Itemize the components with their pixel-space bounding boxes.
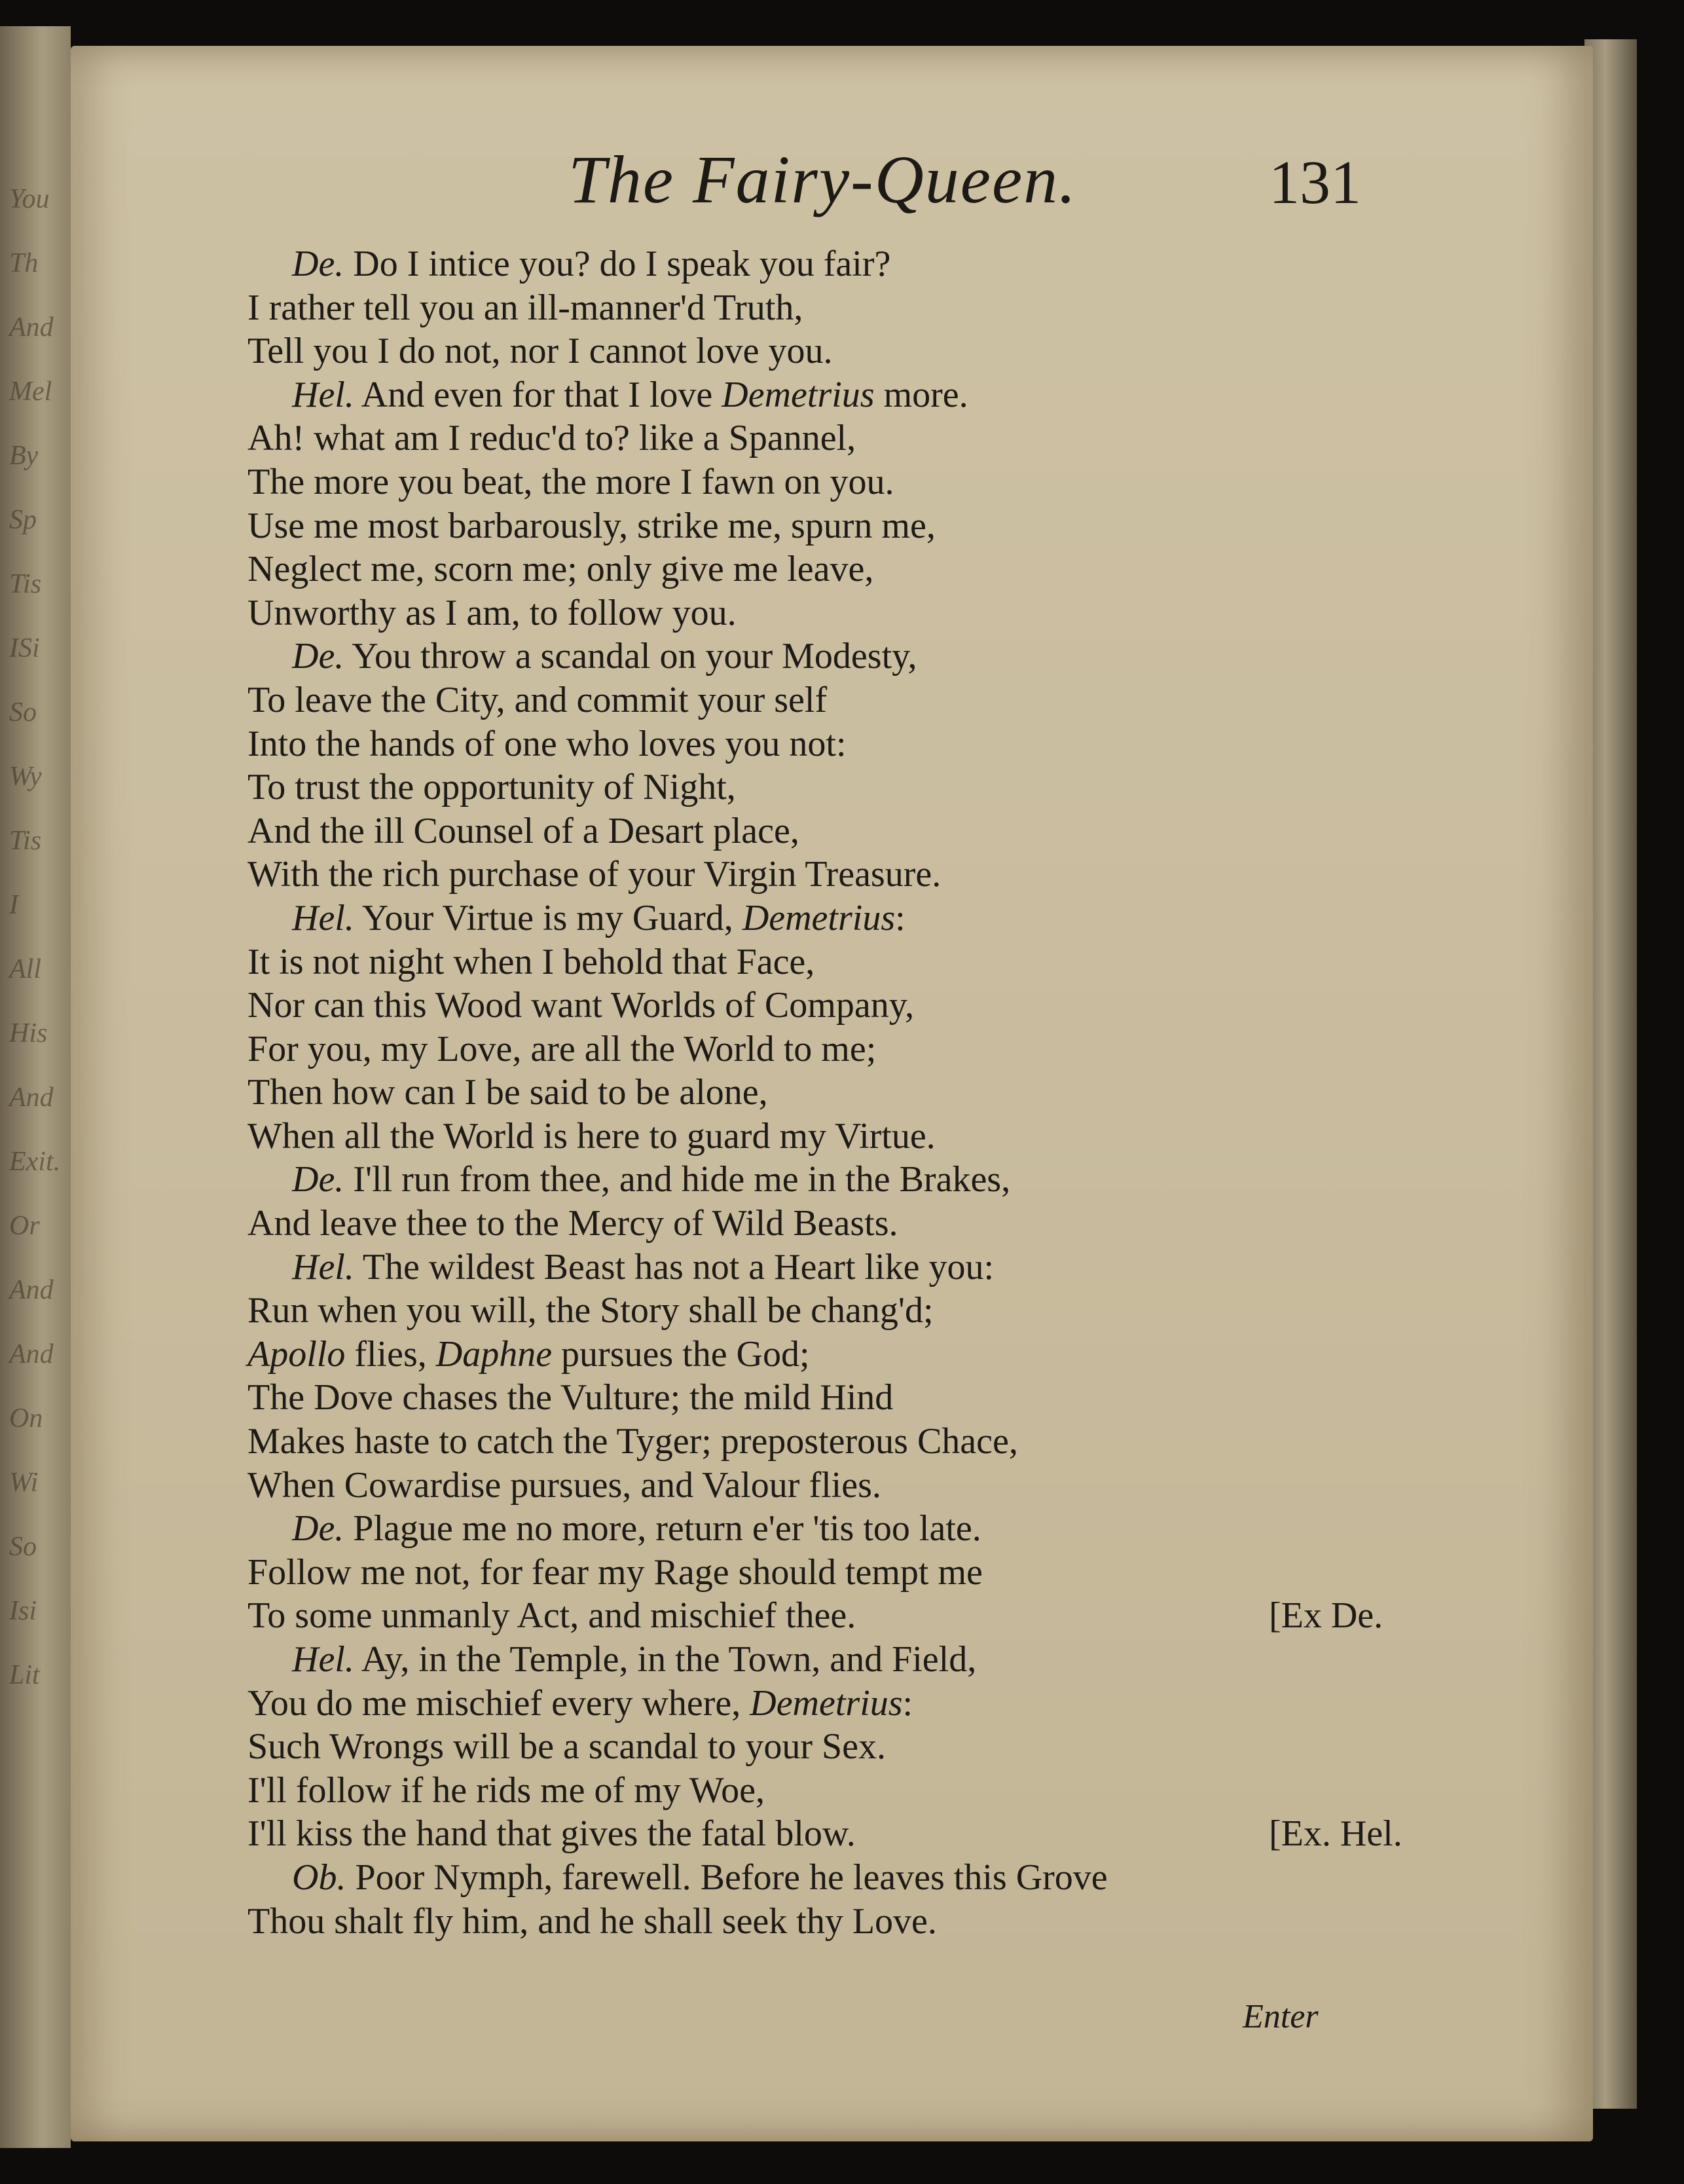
- speech-line: [247, 242, 1465, 286]
- facing-page-fragment: And: [9, 1339, 54, 1369]
- line-text: Plague me no more, return e'er 'tis too late.: [344, 1508, 981, 1549]
- facing-page-fragment: Wy: [9, 762, 42, 792]
- facing-page-fragment: So: [9, 697, 37, 728]
- line-text: Follow me not, for fear my Rage should tempt me: [247, 1551, 983, 1593]
- line-text: Unworthy as I am, to follow you.: [247, 592, 737, 633]
- line-text: Do I intice you? do I speak you fair?: [344, 244, 891, 284]
- verse-line: [247, 286, 1465, 330]
- verse-line: [247, 1027, 1465, 1071]
- speech-line: [247, 373, 1465, 417]
- stage-direction: [Ex De.: [1269, 1595, 1383, 1637]
- speaker-name: Hel.: [292, 1246, 354, 1287]
- verse-line: [247, 1682, 1465, 1726]
- line-text: Poor Nymph, farewell. Before he leaves this Grove: [346, 1857, 1108, 1898]
- verse-line: [247, 1071, 1465, 1115]
- verse-line: [247, 1115, 1465, 1158]
- verse-line: [247, 940, 1465, 984]
- line-text: The wildest Beast has not a Heart like you:: [354, 1246, 995, 1287]
- facing-page-fragment: Isi: [9, 1596, 37, 1626]
- verse-line: [247, 1289, 1465, 1333]
- facing-page-fragment: On: [9, 1403, 43, 1434]
- speaker-name: Hel.: [292, 374, 354, 415]
- line-text: To leave the City, and commit your self: [247, 679, 828, 720]
- running-header: [71, 141, 1593, 219]
- verse-line: [247, 1725, 1465, 1769]
- line-text-end: more.: [874, 374, 968, 415]
- line-text: To trust the opportunity of Night,: [247, 767, 736, 808]
- line-text: When Cowardise pursues, and Valour flies.: [247, 1464, 881, 1506]
- verse-line: [247, 1594, 1465, 1638]
- verse-line: [247, 1769, 1465, 1813]
- speech-line: [247, 1158, 1465, 1202]
- speaker-name: De.: [292, 1159, 344, 1200]
- speaker-name: De.: [292, 244, 344, 284]
- line-text: Run when you will, the Story shall be chang'd;: [247, 1290, 934, 1331]
- line-text: Tell you I do not, nor I cannot love you.: [247, 331, 833, 372]
- facing-page-fragment: So: [9, 1532, 37, 1562]
- verse-line: [247, 678, 1465, 722]
- facing-page-fragment: Th: [9, 248, 39, 278]
- proper-name: Daphne: [435, 1333, 553, 1375]
- speech-line: [247, 635, 1465, 678]
- line-text: I rather tell you an ill-manner'd Truth,: [247, 287, 803, 328]
- facing-page-fragment: And: [9, 1275, 54, 1305]
- verse-line: [247, 460, 1465, 504]
- proper-name: Demetrius: [742, 897, 896, 938]
- verse-line: [247, 547, 1465, 591]
- verse-line: [247, 853, 1465, 897]
- facing-page-fragment: By: [9, 441, 39, 471]
- verse-line: [247, 1420, 1465, 1464]
- line-text: Use me most barbarously, strike me, spurn me,: [247, 505, 936, 546]
- facing-page-fragment: His: [9, 1018, 48, 1048]
- verse-line: [247, 1812, 1465, 1856]
- speaker-name: Hel.: [292, 1639, 354, 1680]
- verse-line: [247, 1333, 1465, 1377]
- line-text: For you, my Love, are all the World to me;: [247, 1028, 877, 1069]
- catchword: Enter: [1243, 1998, 1319, 2035]
- speech-line: [247, 1856, 1465, 1900]
- line-text: Such Wrongs will be a scandal to your Sex.: [247, 1726, 886, 1768]
- line-text: Ah! what am I reduc'd to? like a Spannel,: [247, 418, 856, 459]
- verse-line: [247, 504, 1465, 548]
- line-text: Neglect me, scorn me; only give me leave,: [247, 549, 874, 590]
- line-text: When all the World is here to guard my Virtue.: [247, 1115, 936, 1157]
- line-text: I'll run from thee, and hide me in the Brakes,: [344, 1159, 1011, 1200]
- facing-page-fragment: ISi: [9, 633, 40, 663]
- speaker-name: De.: [292, 636, 344, 677]
- facing-page-fragment: Lit: [9, 1660, 40, 1690]
- facing-page-fragment: And: [9, 1083, 54, 1113]
- line-text: The more you beat, the more I fawn on you.: [247, 461, 894, 502]
- line-text-end: pursues the God;: [552, 1333, 810, 1375]
- line-text: You do me mischief every where,: [247, 1682, 750, 1724]
- line-text: Ay, in the Temple, in the Town, and Field,: [354, 1639, 977, 1680]
- facing-page-fragment: Mel: [9, 377, 52, 407]
- line-text: Your Virtue is my Guard,: [354, 897, 742, 938]
- verse-line: [247, 329, 1465, 373]
- proper-name: Demetrius: [750, 1682, 903, 1724]
- speech-line: [247, 897, 1465, 940]
- line-text: To some unmanly Act, and mischief thee.: [247, 1595, 856, 1637]
- speaker-name: Ob.: [292, 1857, 346, 1898]
- proper-name: Apollo: [247, 1333, 346, 1375]
- line-text: And leave thee to the Mercy of Wild Beasts.: [247, 1203, 898, 1244]
- running-title: The Fairy-Queen.: [568, 142, 1078, 217]
- facing-page-fragment: Tis: [9, 569, 42, 599]
- line-text-end: :: [895, 897, 906, 938]
- line-text: Into the hands of one who loves you not:: [247, 723, 847, 764]
- facing-page-fragment: Wi: [9, 1468, 39, 1498]
- line-text: And even for that I love: [354, 374, 722, 415]
- speech-line: [247, 1246, 1465, 1289]
- verse-line: [247, 766, 1465, 809]
- verse-line: [247, 416, 1465, 460]
- facing-page-fragment: Sp: [9, 505, 37, 535]
- speaker-name: Hel.: [292, 897, 354, 938]
- line-text: Makes haste to catch the Tyger; preposterous Chace,: [247, 1421, 1018, 1462]
- verse-line: [247, 984, 1465, 1027]
- line-text: And the ill Counsel of a Desart place,: [247, 810, 799, 851]
- line-text: I'll kiss the hand that gives the fatal blow.: [247, 1813, 856, 1855]
- facing-page-fragment: Exit.: [9, 1147, 61, 1177]
- line-text: With the rich purchase of your Virgin Treasure.: [247, 854, 942, 895]
- facing-page-fragment: Or: [9, 1211, 40, 1241]
- speech-line: [247, 1638, 1465, 1682]
- speech-line: [247, 1507, 1465, 1551]
- verse-line: [247, 1376, 1465, 1420]
- facing-page-fragment: All: [9, 954, 41, 984]
- facing-page-fragment: Tis: [9, 826, 42, 856]
- line-text: flies,: [345, 1333, 436, 1375]
- page-number: 131: [1269, 149, 1361, 217]
- play-text: [247, 242, 1465, 1943]
- line-text: Then how can I be said to be alone,: [247, 1072, 768, 1113]
- verse-line: [247, 809, 1465, 853]
- book-page: [71, 46, 1593, 2141]
- line-text: You throw a scandal on your Modesty,: [344, 636, 917, 677]
- line-text: Thou shalt fly him, and he shall seek thy Love.: [247, 1900, 937, 1942]
- line-text: It is not night when I behold that Face,: [247, 941, 815, 982]
- facing-page-fragment: And: [9, 312, 54, 342]
- stage-direction: [Ex. Hel.: [1269, 1813, 1402, 1855]
- verse-line: [247, 1202, 1465, 1246]
- facing-page-fragments: [0, 0, 71, 2184]
- line-text: I'll follow if he rids me of my Woe,: [247, 1769, 765, 1811]
- verse-line: [247, 591, 1465, 635]
- line-text-end: :: [902, 1682, 913, 1724]
- line-text: Nor can this Wood want Worlds of Company,: [247, 985, 915, 1026]
- verse-line: [247, 1464, 1465, 1508]
- verse-line: [247, 1551, 1465, 1595]
- facing-page-fragment: I: [9, 890, 18, 920]
- verse-line: [247, 1900, 1465, 1944]
- verse-line: [247, 722, 1465, 766]
- proper-name: Demetrius: [722, 374, 875, 415]
- facing-page-fragment: You: [9, 184, 50, 214]
- line-text: The Dove chases the Vulture; the mild Hind: [247, 1377, 894, 1418]
- speaker-name: De.: [292, 1508, 344, 1549]
